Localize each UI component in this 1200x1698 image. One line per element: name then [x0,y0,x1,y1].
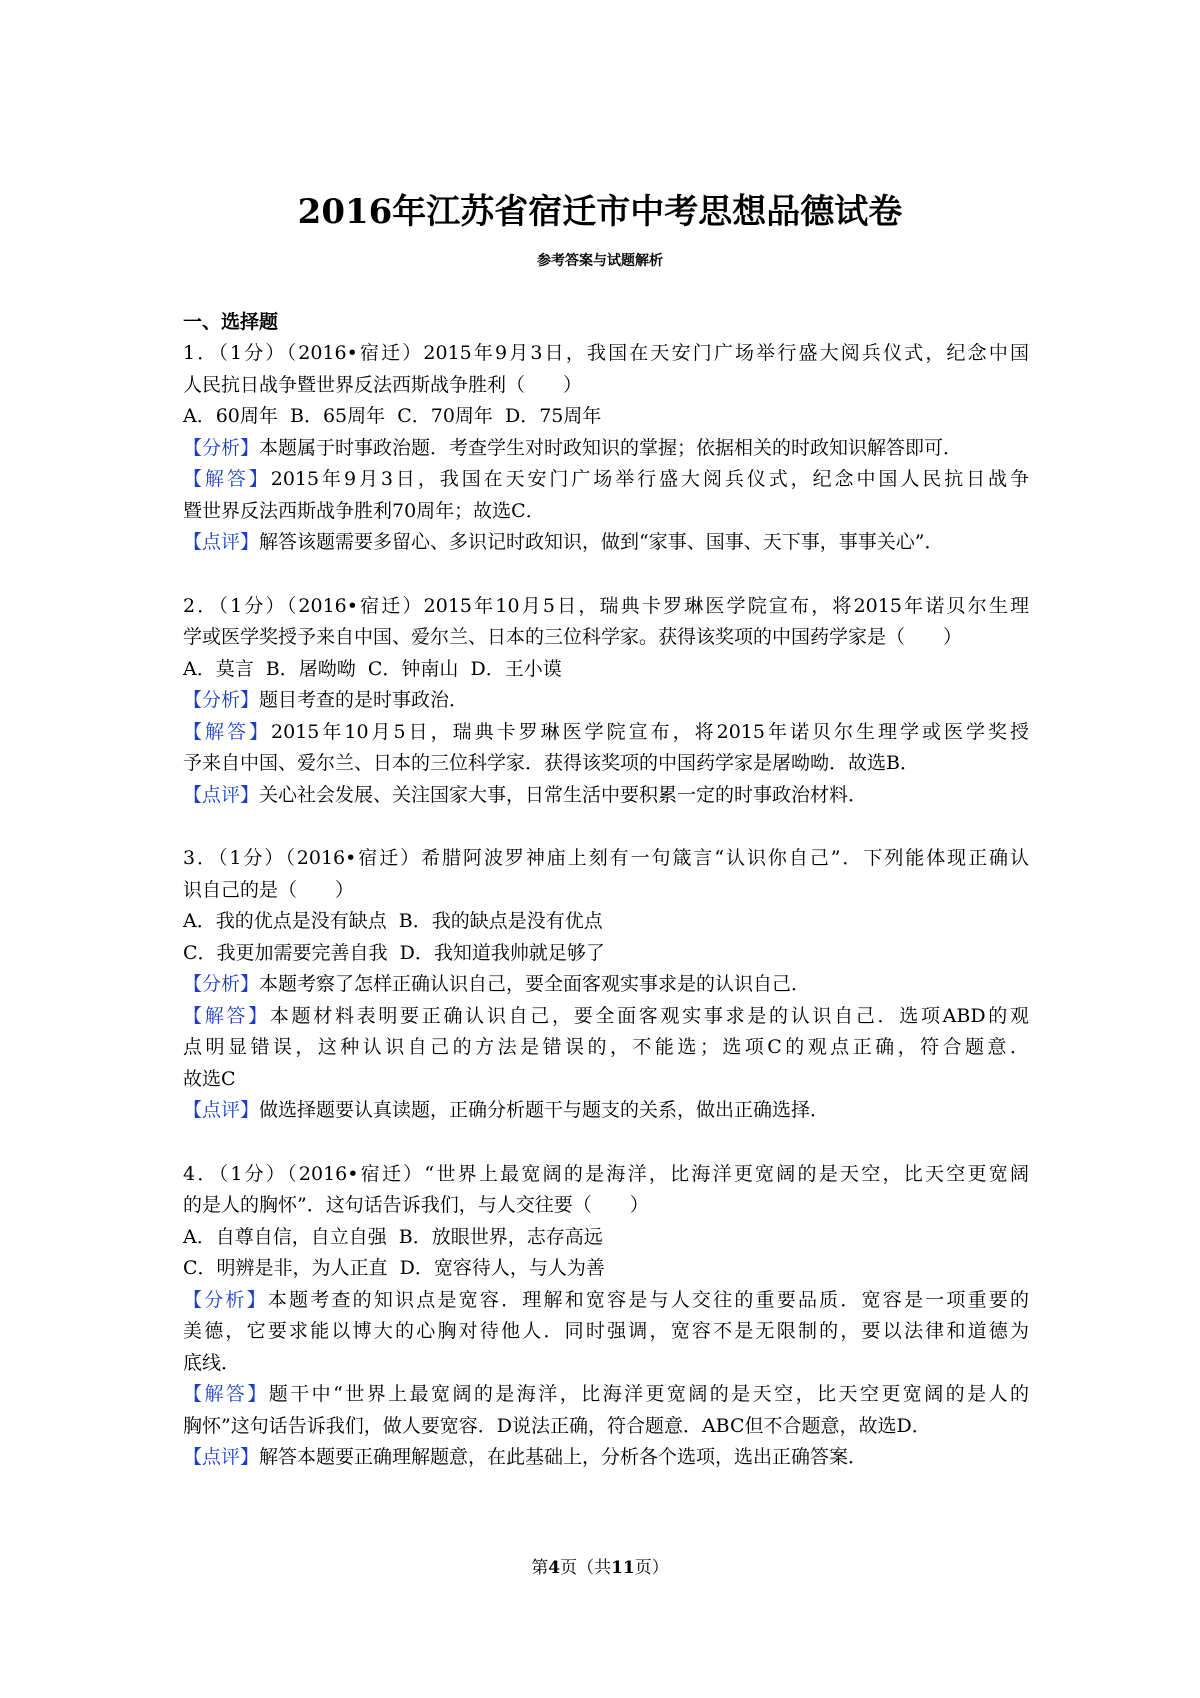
question-stem-line [183,338,1029,370]
comment-line [183,1095,1029,1127]
answer-tag: 【解答】 [183,1004,270,1027]
question-options-text: C．明辨是非，为人正直 D．宽容待人，与人为善 [183,1257,605,1279]
question-options-text: A．莫言 B．屠呦呦 C．钟南山 D．王小谟 [183,657,562,680]
analysis-line [183,685,1029,717]
analysis-line [183,1348,1029,1380]
answer-line [183,1032,1029,1064]
answer-tag: 【解答】 [183,468,271,490]
question-options-line [183,401,1029,433]
footer-page-number: 4 [548,1558,561,1578]
analysis-line [183,433,1029,465]
question-options-line [183,938,1029,970]
question-list [183,338,1029,1474]
question-options-line [183,654,1029,686]
answer-text: 点明显错误，这种认识自己的方法是错误的，不能选；选项C的观点正确，符合题意． [183,1036,1029,1058]
question-block [183,338,1029,559]
analysis-text: 本题属于时事政治题．考查学生对时政知识的掌握；依据相关的时政知识解答即可． [259,436,963,459]
analysis-tag: 【分析】 [183,1288,268,1311]
question-stem-text: 1．（1分）（2016•宿迁）2015年9月3日，我国在天安门广场举行盛大阅兵仪式，纪念中国 [183,342,1029,364]
question-options-text: A．60周年 B．65周年 C．70周年 D．75周年 [183,405,602,427]
page-footer [0,1553,1200,1578]
question-options-line [183,1222,1029,1254]
comment-text: 做选择题要认真读题，正确分析题干与题支的关系，做出正确选择． [259,1099,830,1121]
comment-line [183,1442,1029,1474]
analysis-line [183,1316,1029,1348]
question-stem-line [183,591,1029,623]
question-block [183,1159,1029,1474]
question-options-line [183,1253,1029,1285]
comment-tag: 【点评】 [183,531,260,553]
question-stem-text: 4．（1分）（2016•宿迁）“世界上最宽阔的是海洋，比海洋更宽阔的是天空，比天空更宽阔 [183,1162,1029,1185]
question-stem-text: 2．（1分）（2016•宿迁）2015年10月5日，瑞典卡罗琳医学院宣布，将2015年诺贝尔生理 [183,594,1029,617]
answer-line [183,464,1029,496]
comment-text: 关心社会发展、关注国家大事，日常生活中要积累一定的时事政治材料． [259,783,868,806]
comment-tag: 【点评】 [183,1446,260,1468]
question-stem-line [183,1190,1029,1222]
answer-text: 胸怀”这句话告诉我们，做人要宽容．D说法正确，符合题意．ABC但不合题意，故选D． [183,1414,931,1437]
answer-line [183,1411,1029,1443]
question-stem-line [183,1159,1029,1191]
page-title: 2016年江苏省宿迁市中考思想品德试卷 [297,192,903,232]
comment-tag: 【点评】 [183,1099,260,1121]
answer-tag: 【解答】 [183,720,272,743]
comment-text: 解答该题需要多留心、多识记时政知识，做到“家事、国事、天下事，事事关心”． [259,531,944,553]
question-stem-text: 识自己的是（ ） [183,878,355,901]
answer-text: 故选C [183,1067,236,1090]
question-block [183,843,1029,1127]
answer-line [183,496,1029,528]
page-subtitle: 参考答案与试题解析 [537,253,663,269]
answer-text: 题干中“世界上最宽阔的是海洋，比海洋更宽阔的是天空，比天空更宽阔的是人的 [268,1383,1029,1405]
answer-tag: 【解答】 [183,1383,269,1405]
answer-line [183,1001,1029,1033]
question-stem-line [183,875,1029,907]
footer-prefix: 第 [531,1558,549,1578]
comment-line [183,527,1029,559]
analysis-tag: 【分析】 [183,973,260,995]
answer-text: 暨世界反法西斯战争胜利70周年；故选C． [183,499,545,522]
answer-text: 予来自中国、爱尔兰、日本的三位科学家．获得该奖项的中国药学家是屠呦呦．故选B． [183,752,919,774]
question-stem-text: 的是人的胸怀”．这句话告诉我们，与人交往要（ ） [183,1194,649,1216]
answer-line [183,748,1029,780]
footer-total-pages: 11 [611,1558,635,1578]
question-stem-text: 人民抗日战争暨世界反法西斯战争胜利（ ） [183,373,583,396]
analysis-tag: 【分析】 [183,436,260,459]
question-block [183,591,1029,812]
footer-suffix: 页） [634,1558,669,1578]
question-stem-text: 学或医学奖授予来自中国、爱尔兰、日本的三位科学家。获得该奖项的中国药学家是（ ） [183,626,963,648]
answer-text: 本题材料表明要正确认识自己，要全面客观实事求是的认识自己．选项ABD的观 [269,1004,1029,1027]
content-body [183,306,1029,1506]
comment-text: 解答本题要正确理解题意，在此基础上，分析各个选项，选出正确答案． [259,1446,868,1468]
question-options-text: A．我的优点是没有缺点 B．我的缺点是没有优点 [183,910,603,932]
comment-line [183,780,1029,812]
question-stem-text: 3．（1分）（2016•宿迁）希腊阿波罗神庙上刻有一句箴言“认识你自己”．下列能体现正确认 [183,847,1029,869]
question-stem-line [183,843,1029,875]
analysis-text: 美德，它要求能以博大的心胸对待他人．同时强调，宽容不是无限制的，要以法律和道德为 [183,1320,1029,1342]
answer-text: 2015年9月3日，我国在天安门广场举行盛大阅兵仪式，纪念中国人民抗日战争 [270,468,1029,490]
question-stem-line [183,370,1029,402]
analysis-line [183,1285,1029,1317]
question-options-text: C．我更加需要完善自我 D．我知道我帅就足够了 [183,941,605,964]
answer-line [183,1379,1029,1411]
analysis-text: 本题考查的知识点是宽容．理解和宽容是与人交往的重要品质．宽容是一项重要的 [267,1288,1029,1311]
footer-middle: 页（共 [560,1558,612,1578]
analysis-line [183,969,1029,1001]
question-stem-line [183,622,1029,654]
answer-line [183,717,1029,749]
section-heading: 一、选择题 [183,311,279,333]
question-options-text: A．自尊自信，自立自强 B．放眼世界，志存高远 [183,1225,603,1248]
comment-tag: 【点评】 [183,783,260,806]
answer-text: 2015年10月5日，瑞典卡罗琳医学院宣布，将2015年诺贝尔生理学或医学奖授 [271,720,1029,743]
question-options-line [183,906,1029,938]
answer-line [183,1064,1029,1096]
analysis-text: 本题考察了怎样正确认识自己，要全面客观实事求是的认识自己． [259,973,811,995]
analysis-text: 底线． [183,1351,241,1374]
analysis-text: 题目考查的是时事政治． [259,689,469,711]
analysis-tag: 【分析】 [183,689,260,711]
